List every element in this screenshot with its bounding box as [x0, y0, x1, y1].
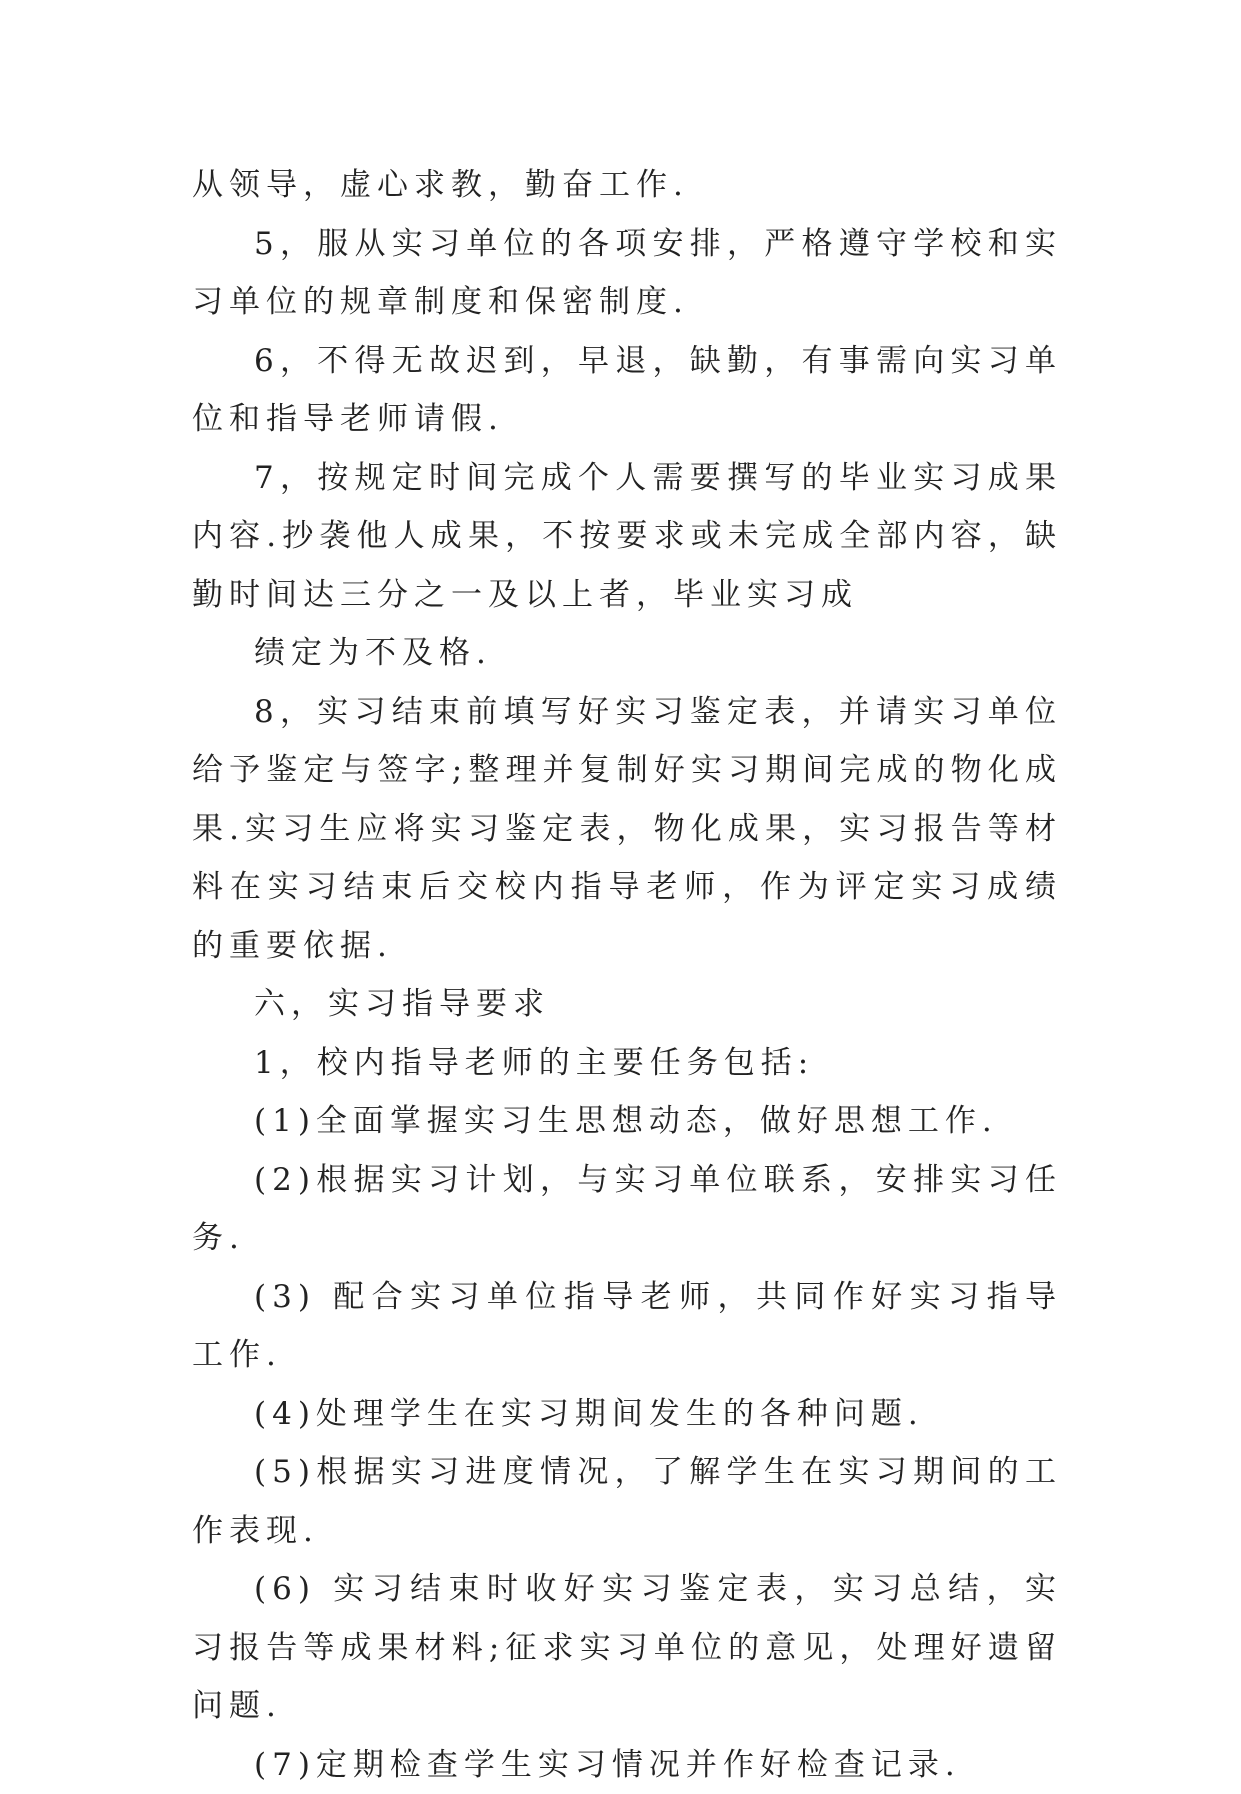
- list-item-7: (7)定期检查学生实习情况并作好检查记录.: [192, 1736, 1062, 1794]
- list-item-6: (6) 实习结束时收好实习鉴定表，实习总结，实习报告等成果材料;征求实习单位的意见，处理好遗留问题.: [192, 1560, 1062, 1736]
- document-body: [192, 156, 1062, 1794]
- list-item-4: (4)处理学生在实习期间发生的各种问题.: [192, 1385, 1062, 1444]
- paragraph-item-5: 5，服从实习单位的各项安排，严格遵守学校和实习单位的规章制度和保密制度.: [192, 215, 1062, 332]
- paragraph-item-8: 8，实习结束前填写好实习鉴定表，并请实习单位给予鉴定与签字;整理并复制好实习期间完成的物化成果.实习生应将实习鉴定表，物化成果，实习报告等材料在实习结束后交校内指导老师，作为评定实习成绩的重要依据.: [192, 683, 1062, 976]
- paragraph-item-7: 7，按规定时间完成个人需要撰写的毕业实习成果内容.抄袭他人成果，不按要求或未完成全部内容，缺勤时间达三分之一及以上者，毕业实习成: [192, 449, 1062, 625]
- list-item-5: (5)根据实习进度情况，了解学生在实习期间的工作表现.: [192, 1443, 1062, 1560]
- list-item-2: (2)根据实习计划，与实习单位联系，安排实习任务.: [192, 1151, 1062, 1268]
- section-heading-6: 六，实习指导要求: [192, 975, 1062, 1034]
- list-item-1: (1)全面掌握实习生思想动态，做好思想工作.: [192, 1092, 1062, 1151]
- list-item-3: (3) 配合实习单位指导老师，共同作好实习指导工作.: [192, 1268, 1062, 1385]
- paragraph-item-7-continued: 绩定为不及格.: [192, 624, 1062, 683]
- paragraph-item-6: 6，不得无故迟到，早退，缺勤，有事需向实习单位和指导老师请假.: [192, 332, 1062, 449]
- paragraph-subitem-1: 1，校内指导老师的主要任务包括:: [192, 1034, 1062, 1093]
- paragraph-continuation: 从领导，虚心求教，勤奋工作.: [192, 156, 1062, 215]
